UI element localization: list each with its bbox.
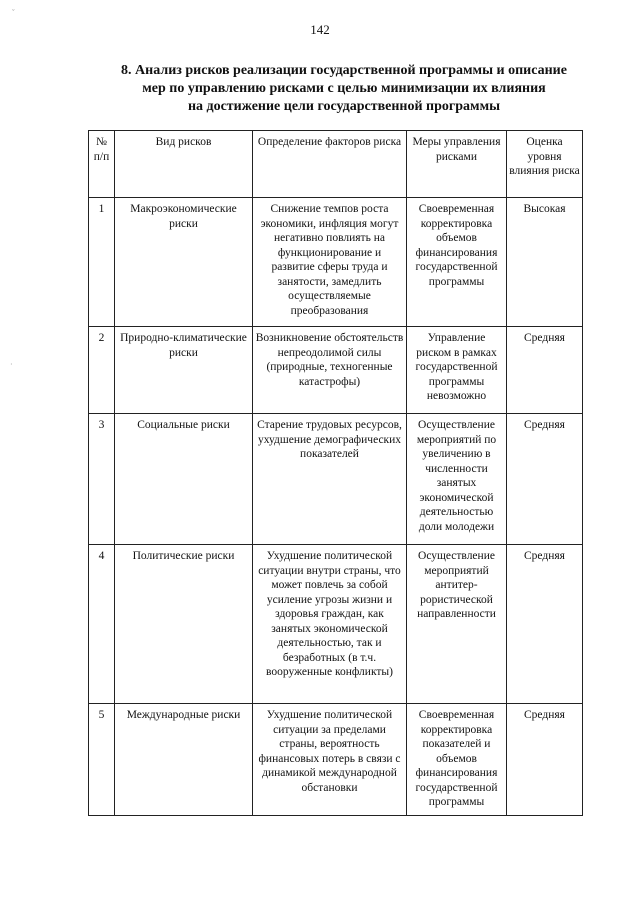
header-number: № п/п	[89, 131, 115, 198]
cell-risk-measures: Осуществление мероприятий антитер-рористической направленности	[407, 545, 507, 704]
table-row	[89, 198, 583, 327]
cell-impact-level: Высокая	[507, 198, 583, 327]
header-risk-type: Вид рисков	[115, 131, 253, 198]
cell-number: 4	[89, 545, 115, 704]
cell-risk-type: Международные риски	[115, 704, 253, 816]
scan-mark: ˇ	[12, 8, 15, 17]
scan-mark: ·	[10, 360, 13, 369]
table-row	[89, 327, 583, 414]
cell-risk-type: Макроэкономические риски	[115, 198, 253, 327]
header-risk-factors: Определение факторов риска	[253, 131, 407, 198]
table-header-row	[89, 131, 583, 198]
cell-risk-factors: Старение трудовых ресурсов, ухудшение демографических показателей	[253, 414, 407, 545]
page-number: 142	[310, 22, 330, 37]
section-title	[96, 62, 592, 116]
cell-risk-factors: Возникновение обстоятельств непреодолимой силы (природные, техногенные катастрофы)	[253, 327, 407, 414]
cell-impact-level: Средняя	[507, 414, 583, 545]
table-row	[89, 704, 583, 816]
cell-risk-factors: Снижение темпов роста экономики, инфляция могут негативно повлиять на функционирование и развитие сферы труда и занятости, замедлить осуществляемые преобразования	[253, 198, 407, 327]
cell-risk-factors: Ухудшение политической ситуации внутри страны, что может повлечь за собой усиление угрозы жизни и здоровья граждан, как занятых экономической деятельностью, так и безработных (в т.ч. вооруженные конфликты)	[253, 545, 407, 704]
cell-impact-level: Средняя	[507, 545, 583, 704]
header-risk-measures: Меры управления рисками	[407, 131, 507, 198]
cell-risk-factors: Ухудшение политической ситуации за пределами страны, вероятность финансовых потерь в связи с динамикой международной обстановки	[253, 704, 407, 816]
cell-number: 3	[89, 414, 115, 545]
table-row	[89, 414, 583, 545]
title-line-2: мер по управлению рисками с целью минимизации их влияния	[142, 81, 546, 96]
title-line-3: на достижение цели государственной программы	[187, 99, 501, 114]
cell-risk-measures: Осуществление мероприятий по увеличению в численности занятых экономической деятельностью доли молодежи	[407, 414, 507, 545]
cell-impact-level: Средняя	[507, 704, 583, 816]
cell-risk-measures: Своевременная корректировка показателей и объемов финансирования государственной программы	[407, 704, 507, 816]
cell-risk-measures: Управление риском в рамках государственной программы невозможно	[407, 327, 507, 414]
cell-impact-level: Средняя	[507, 327, 583, 414]
cell-risk-type: Политические риски	[115, 545, 253, 704]
cell-number: 5	[89, 704, 115, 816]
header-impact-level: Оценка уровня влияния риска	[507, 131, 583, 198]
cell-risk-measures: Своевременная корректировка объемов финансирования государственной программы	[407, 198, 507, 327]
cell-number: 1	[89, 198, 115, 327]
cell-number: 2	[89, 327, 115, 414]
risk-table	[88, 130, 583, 816]
cell-risk-type: Природно-климатические риски	[115, 327, 253, 414]
table-row	[89, 545, 583, 704]
title-line-1: 8. Анализ рисков реализации государственной программы и описание	[121, 63, 567, 78]
cell-risk-type: Социальные риски	[115, 414, 253, 545]
